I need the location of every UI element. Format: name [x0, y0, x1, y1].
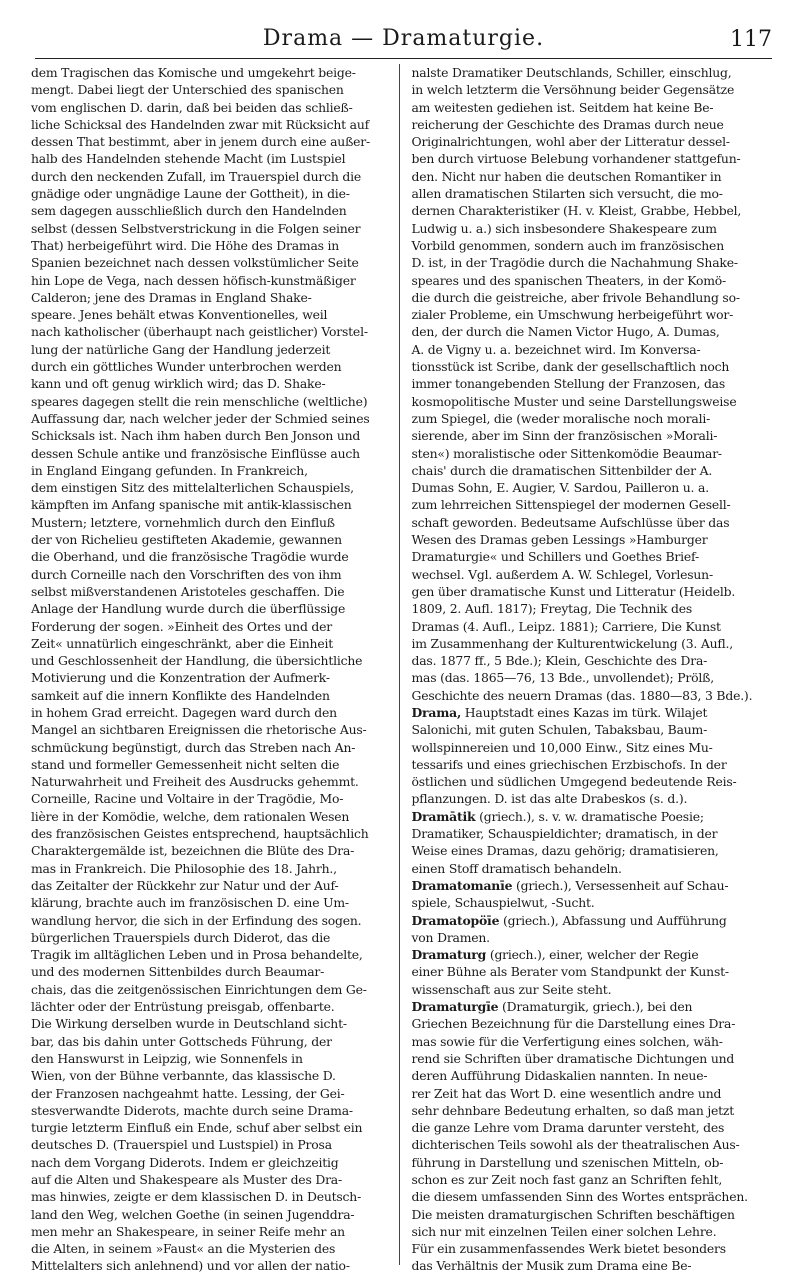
- entry-first-line: [412, 998, 777, 1015]
- line-text: allen dramatischen Stilarten sich versucht, die mo-: [411, 186, 723, 202]
- text-line: in hohem Grad erreicht. Dagegen ward durch den: [31, 704, 337, 720]
- text-line: Zeit« unnatürlich eingeschränkt, aber die Einheit: [31, 635, 333, 651]
- text-line: liche Schicksal des Handelnden zwar mit Rücksicht auf: [31, 116, 369, 132]
- text-line: [412, 1119, 777, 1136]
- line-text: Dramatiker, Schauspieldichter; dramatisch, in der: [411, 826, 718, 842]
- text-line: [412, 496, 777, 513]
- entry-first-line: [412, 808, 777, 825]
- line-text: die diesem umfassenden Sinn des Wortes entsprächen.: [411, 1189, 748, 1205]
- line-text: D. ist, in der Tragödie durch die Nachahmung Shake-: [411, 255, 738, 271]
- text-line: samkeit auf die innern Konflikte des Handelnden: [31, 687, 330, 703]
- text-line: [412, 168, 777, 185]
- line-text: schaft geworden. Bedeutsame Aufschlüsse über das: [411, 514, 730, 530]
- line-text: A. de Vigny u. a. bezeichnet wird. Im Konversa-: [411, 341, 701, 357]
- text-columns: [31, 64, 776, 1274]
- right-column: [411, 64, 777, 1274]
- text-line: [412, 1223, 777, 1240]
- line-text: (griech.), einer, welcher der Regie: [486, 947, 699, 963]
- text-line: Calderon; jene des Dramas in England Shake-: [31, 289, 312, 305]
- text-line: Auffassung dar, nach welcher jeder der Schmied seines: [31, 410, 370, 426]
- text-line: und des modernen Sittenbildes durch Beaumar-: [31, 964, 325, 980]
- text-line: vom englischen D. darin, daß bei beiden das schließ-: [31, 99, 353, 115]
- text-line: [412, 583, 777, 600]
- text-line: bürgerlichen Trauerspiels durch Diderot, das die: [31, 929, 331, 945]
- text-line: lière in der Komödie, welche, dem rationalen Wesen: [31, 808, 350, 824]
- text-line: den Hanswurst in Leipzig, wie Sonnenfels in: [31, 1050, 303, 1066]
- text-line: [412, 220, 777, 237]
- text-line: [412, 600, 777, 617]
- text-line: [412, 1033, 777, 1050]
- line-text: Hauptstadt eines Kazas im türk. Wilajet: [461, 704, 708, 720]
- line-text: die durch die geistreiche, aber frivole Behandlung so-: [411, 289, 740, 305]
- line-text: Wesen des Dramas geben Lessings »Hamburger: [411, 532, 708, 548]
- text-line: [412, 1015, 777, 1032]
- text-line: dessen That bestimmt, aber in jenem durch eine außer-: [31, 134, 370, 150]
- text-line: stand und formeller Gemessenheit nicht selten die: [31, 756, 340, 772]
- text-line: [412, 1136, 777, 1153]
- line-text: Dramaturgie« und Schillers und Goethes Brief-: [411, 549, 699, 565]
- line-text: rend sie Schriften über dramatische Dichtungen und: [411, 1050, 735, 1066]
- text-line: [412, 548, 777, 565]
- text-line: [412, 514, 777, 531]
- text-line: stesverwandte Diderots, machte durch seine Drama-: [31, 1102, 353, 1118]
- text-line: Mangel an sichtbaren Ereignissen die rhetorische Aus-: [31, 722, 367, 738]
- text-line: lung der natürliche Gang der Handlung jederzeit: [31, 341, 331, 357]
- text-line: men mehr an Shakespeare, in seiner Reife mehr an: [31, 1223, 345, 1239]
- entry-headword: Dramātik: [411, 808, 476, 824]
- line-text: in welch letzterm die Versöhnung beider Gegensätze: [411, 82, 735, 98]
- header-title: Drama — Dramaturgie.: [262, 26, 545, 51]
- text-line: mas hinwies, zeigte er dem klassischen D. in Deutsch-: [31, 1189, 362, 1205]
- text-line: Wien, von der Bühne verbannte, das klassische D.: [31, 1068, 336, 1084]
- entry-headword: Dramaturg: [411, 947, 487, 963]
- text-line: dem Tragischen das Komische und umgekehrt beige-: [31, 65, 356, 80]
- text-line: [412, 64, 777, 81]
- text-line: Forderung der sogen. »Einheit des Ortes und der: [31, 618, 333, 634]
- left-column: [31, 64, 396, 1274]
- text-line: [412, 81, 777, 98]
- entry-headword: Dramatomanīe: [411, 877, 513, 893]
- line-text: (griech.), Abfassung und Aufführung: [499, 912, 727, 928]
- text-line: wandlung hervor, die sich in der Erfindung des sogen.: [31, 912, 362, 928]
- line-text: dichterischen Teils sowohl als der theatralischen Aus-: [411, 1137, 740, 1153]
- line-text: ben durch virtuose Belebung vorhandener stattgefun-: [411, 151, 741, 167]
- text-line: kann und oft genug wirklich wird; das D. Shake-: [31, 376, 326, 392]
- text-line: der Franzosen nachgeahmt hatte. Lessing, der Gei-: [31, 1085, 345, 1101]
- line-text: (Dramaturgik, griech.), bei den: [498, 999, 693, 1015]
- text-line: land den Weg, welchen Goethe (in seinen Jugenddra-: [31, 1206, 355, 1222]
- text-line: und Geschlossenheit der Handlung, die übersichtliche: [31, 653, 363, 669]
- line-text: wechsel. Vgl. außerdem A. W. Schlegel, Vorlesun-: [411, 566, 713, 582]
- text-line: [412, 1085, 777, 1102]
- text-line: nach dem Vorgang Diderots. Indem er gleichzeitig: [31, 1154, 339, 1170]
- line-text: tionsstück ist Scribe, dank der gesellschaftlich noch: [411, 359, 730, 375]
- line-text: Geschichte des neuern Dramas (das. 1880—83, 3 Bde.).: [411, 687, 753, 703]
- entry-first-line: [412, 946, 777, 963]
- text-line: [412, 635, 777, 652]
- line-text: speares und des spanischen Theaters, in der Komö-: [411, 272, 727, 288]
- text-line: [412, 894, 777, 911]
- text-line: speare. Jenes behält etwas Konventionelles, weil: [31, 307, 328, 323]
- line-text: zum lehrreichen Sittenspiegel der modernen Gesell-: [411, 497, 731, 513]
- line-text: Die meisten dramaturgischen Schriften beschäftigen: [411, 1206, 735, 1222]
- text-line: gnädige oder ungnädige Laune der Gottheit), in die-: [31, 186, 350, 202]
- text-line: chais, das die zeitgenössischen Einrichtungen dem Ge-: [31, 981, 367, 997]
- text-line: [412, 323, 777, 340]
- line-text: das. 1877 ff., 5 Bde.); Klein, Geschichte des Dra-: [411, 653, 708, 669]
- line-text: die ganze Lehre vom Drama darunter versteht, des: [411, 1120, 725, 1136]
- entry-headword: Dramatopöīe: [411, 912, 500, 928]
- line-text: rer Zeit hat das Wort D. eine wesentlich andre und: [411, 1085, 722, 1101]
- line-text: Für ein zusammenfassendes Werk bietet besonders: [411, 1241, 726, 1257]
- line-text: Weise eines Dramas, dazu gehörig; dramatisieren,: [411, 843, 719, 859]
- line-text: gen über dramatische Kunst und Litteratur (Heidelb.: [411, 583, 736, 599]
- line-text: wissenschaft aus zur Seite steht.: [411, 981, 612, 997]
- line-text: den. Nicht nur haben die deutschen Romantiker in: [411, 168, 722, 184]
- text-line: [412, 341, 777, 358]
- text-line: Naturwahrheit und Freiheit des Ausdrucks gehemmt.: [31, 774, 359, 790]
- line-text: zum Spiegel, die (weder moralische noch morali-: [411, 410, 711, 426]
- entry-first-line: [412, 704, 777, 721]
- text-line: [412, 1050, 777, 1067]
- text-line: [412, 254, 777, 271]
- text-line: dem einstigen Sitz des mittelalterlichen Schauspiels,: [31, 480, 354, 496]
- text-line: [412, 687, 777, 704]
- line-text: sierende, aber im Sinn der französischen »Morali-: [411, 428, 718, 444]
- text-line: [412, 375, 777, 392]
- entry-first-line: [412, 877, 777, 894]
- text-line: durch Corneille nach den Vorschriften des von ihm: [31, 566, 342, 582]
- text-line: der von Richelieu gestifteten Akademie, gewannen: [31, 532, 342, 548]
- text-line: [412, 652, 777, 669]
- text-line: die Oberhand, und die französische Tragödie wurde: [31, 549, 349, 565]
- text-line: [412, 1154, 777, 1171]
- line-text: mas (das. 1865—76, 13 Bde., unvollendet); Prölß,: [411, 670, 714, 686]
- line-text: dernen Charakteristiker (H. v. Kleist, Grabbe, Hebbel,: [411, 203, 742, 219]
- text-line: [412, 531, 777, 548]
- entry-headword: Dramaturgīe: [411, 999, 499, 1015]
- line-text: pflanzungen. D. ist das alte Drabeskos (s. d.).: [411, 791, 688, 807]
- text-line: [412, 618, 777, 635]
- text-line: mas in Frankreich. Die Philosophie des 18. Jahrh.,: [31, 860, 337, 876]
- line-text: das Verhältnis der Musik zum Drama eine Be-: [411, 1258, 692, 1274]
- line-text: schon es zur Zeit noch fast ganz an Schriften fehlt,: [411, 1172, 723, 1187]
- text-line: [412, 393, 777, 410]
- text-line: klärung, brachte auch im französischen D. eine Um-: [31, 895, 349, 911]
- line-text: Originalrichtungen, wohl aber der Litteratur dessel-: [411, 134, 730, 150]
- line-text: sich nur mit einzelnen Teilen einer solchen Lehre.: [411, 1223, 717, 1239]
- text-line: Mittelalters sich anlehnend) und vor allen der natio-: [31, 1258, 350, 1274]
- line-text: sten«) moralistische oder Sittenkomödie Beaumar-: [411, 445, 722, 461]
- text-line: [412, 99, 777, 116]
- line-text: Ludwig u. a.) sich insbesondere Shakespeare zum: [411, 220, 717, 236]
- text-line: Schicksals ist. Nach ihm haben durch Ben Jonson und: [31, 428, 361, 444]
- entry-first-line: [412, 912, 777, 929]
- text-line: halb des Handelnden stehende Macht (im Lustspiel: [31, 151, 346, 167]
- text-line: sem dagegen ausschließlich durch den Handelnden: [31, 203, 347, 219]
- text-line: schmückung begünstigt, durch das Streben nach An-: [31, 739, 356, 755]
- text-line: [412, 185, 777, 202]
- text-line: Anlage der Handlung wurde durch die überflüssige: [31, 601, 346, 617]
- text-line: selbst (dessen Selbstverstrickung in die Folgen seiner: [31, 220, 361, 236]
- line-text: führung in Darstellung und szenischen Mitteln, ob-: [411, 1154, 724, 1170]
- line-text: am weitesten gediehen ist. Seitdem hat keine Be-: [411, 99, 714, 115]
- line-text: Griechen Bezeichnung für die Darstellung eines Dra-: [411, 1016, 736, 1032]
- line-text: deren Aufführung Didaskalien nannten. In neue-: [411, 1068, 708, 1084]
- text-line: [412, 1067, 777, 1084]
- text-line: [412, 237, 777, 254]
- text-line: [412, 358, 777, 375]
- text-line: [412, 1171, 777, 1188]
- text-line: [412, 289, 777, 306]
- text-line: [412, 1240, 777, 1257]
- text-line: [412, 202, 777, 219]
- text-line: [412, 963, 777, 980]
- line-text: 1809, 2. Aufl. 1817); Freytag, Die Technik des: [411, 601, 693, 617]
- line-text: reicherung der Geschichte des Dramas durch neue: [411, 116, 724, 132]
- text-line: bar, das bis dahin unter Gottscheds Führung, der: [31, 1033, 332, 1049]
- line-text: chais' durch die dramatischen Sittenbilder der A.: [411, 462, 713, 478]
- text-line: [412, 445, 777, 462]
- text-line: That) herbeigeführt wird. Die Höhe des Dramas in: [31, 237, 340, 253]
- text-line: mengt. Dabei liegt der Unterschied des spanischen: [31, 82, 344, 98]
- line-text: einen Stoff dramatisch behandeln.: [411, 860, 622, 876]
- line-text: von Dramen.: [411, 929, 490, 945]
- line-text: zialer Probleme, ein Umschwung herbeigeführt wor-: [411, 307, 734, 323]
- text-line: selbst mißverstandenen Aristoteles geschaffen. Die: [31, 583, 345, 599]
- line-text: im Zusammenhang der Kulturentwickelung (3. Aufl.,: [411, 635, 734, 651]
- text-line: durch den neckenden Zufall, im Trauerspiel durch die: [31, 168, 361, 184]
- text-line: Spanien bezeichnet nach dessen volkstümlicher Seite: [31, 255, 359, 271]
- text-line: [412, 1102, 777, 1119]
- text-line: [412, 410, 777, 427]
- text-line: die Alten, in seinem »Faust« an die Mysterien des: [31, 1241, 336, 1257]
- line-text: den, der durch die Namen Victor Hugo, A. Dumas,: [411, 324, 720, 340]
- text-line: Motivierung und die Konzentration der Aufmerk-: [31, 670, 330, 686]
- line-text: Salonichi, mit guten Schulen, Tabaksbau, Baum-: [411, 722, 708, 738]
- text-line: [412, 721, 777, 738]
- text-line: [412, 669, 777, 686]
- line-text: tessarifs und eines griechischen Erzbischofs. In der: [411, 756, 727, 772]
- text-line: Die Wirkung derselben wurde in Deutschland sicht-: [31, 1016, 347, 1032]
- text-line: [412, 860, 777, 877]
- text-line: [412, 566, 777, 583]
- text-line: [412, 133, 777, 150]
- line-text: kosmopolitische Muster und seine Darstellungsweise: [411, 393, 737, 409]
- running-header: [35, 24, 772, 59]
- text-line: Mustern; letztere, vornehmlich durch den Einfluß: [31, 514, 335, 530]
- text-line: kämpften im Anfang spanische mit antik-klassischen: [31, 497, 352, 513]
- column-divider: [399, 64, 400, 1265]
- text-line: [412, 739, 777, 756]
- text-line: [412, 1206, 777, 1223]
- line-text: nalste Dramatiker Deutschlands, Schiller, einschlug,: [411, 65, 732, 80]
- line-text: einer Bühne als Berater vom Standpunkt der Kunst-: [411, 964, 729, 980]
- text-line: [412, 1188, 777, 1205]
- line-text: sehr dehnbare Bedeutung erhalten, so daß man jetzt: [411, 1102, 735, 1118]
- text-line: [412, 272, 777, 289]
- text-line: [412, 462, 777, 479]
- text-line: deutsches D. (Trauerspiel und Lustspiel) in Prosa: [31, 1137, 332, 1153]
- text-line: [412, 825, 777, 842]
- line-text: wollspinnereien und 10,000 Einw., Sitz eines Mu-: [411, 739, 713, 755]
- text-line: [412, 150, 777, 167]
- text-line: des französischen Geistes entsprechend, hauptsächlich: [31, 826, 369, 842]
- text-line: [412, 427, 777, 444]
- line-text: Dumas Sohn, E. Augier, V. Sardou, Pailleron u. a.: [411, 480, 709, 496]
- line-text: mas sowie für die Verfertigung eines solchen, wäh-: [411, 1033, 723, 1049]
- page-number: 117: [730, 27, 772, 52]
- text-line: [412, 773, 777, 790]
- text-line: [412, 479, 777, 496]
- text-line: [412, 929, 777, 946]
- text-line: hin Lope de Vega, nach dessen höfisch-kunstmäßiger: [31, 272, 356, 288]
- text-line: dessen Schule antike und französische Einflüsse auch: [31, 445, 360, 461]
- text-line: in England Eingang gefunden. In Frankreich,: [31, 462, 308, 478]
- text-line: speares dagegen stellt die rein menschliche (weltliche): [31, 393, 368, 409]
- text-line: lächter oder der Entrüstung preisgab, offenbarte.: [31, 999, 335, 1015]
- text-line: durch ein göttliches Wunder unterbrochen werden: [31, 359, 342, 375]
- entry-headword: Drama,: [411, 704, 462, 720]
- text-line: turgie letzterm Einfluß ein Ende, schuf aber selbst ein: [31, 1120, 363, 1136]
- text-line: [412, 116, 777, 133]
- line-text: östlichen und südlichen Umgegend bedeutende Reis-: [411, 774, 737, 790]
- line-text: spiele, Schauspielwut, -Sucht.: [411, 895, 595, 911]
- text-line: [412, 306, 777, 323]
- line-text: Dramas (4. Aufl., Leipz. 1881); Carriere, Die Kunst: [411, 618, 721, 634]
- text-line: [412, 756, 777, 773]
- text-line: nach katholischer (überhaupt nach geistlicher) Vorstel-: [31, 324, 368, 340]
- text-line: [412, 790, 777, 807]
- line-text: (griech.), s. v. w. dramatische Poesie;: [475, 808, 704, 824]
- text-line: [412, 842, 777, 859]
- text-line: auf die Alten und Shakespeare als Muster des Dra-: [31, 1172, 342, 1187]
- line-text: immer tonangebenden Stellung der Franzosen, das: [411, 376, 726, 392]
- text-line: Tragik im alltäglichen Leben und in Prosa behandelte,: [31, 947, 363, 963]
- text-line: [412, 1257, 777, 1274]
- text-line: [412, 981, 777, 998]
- text-line: Corneille, Racine und Voltaire in der Tragödie, Mo-: [31, 791, 344, 807]
- line-text: Vorbild genommen, sondern auch im französischen: [411, 237, 724, 253]
- text-line: Charaktergemälde ist, bezeichnen die Blüte des Dra-: [31, 843, 355, 859]
- line-text: (griech.), Versessenheit auf Schau-: [512, 877, 729, 893]
- text-line: das Zeitalter der Rückkehr zur Natur und der Auf-: [31, 877, 339, 893]
